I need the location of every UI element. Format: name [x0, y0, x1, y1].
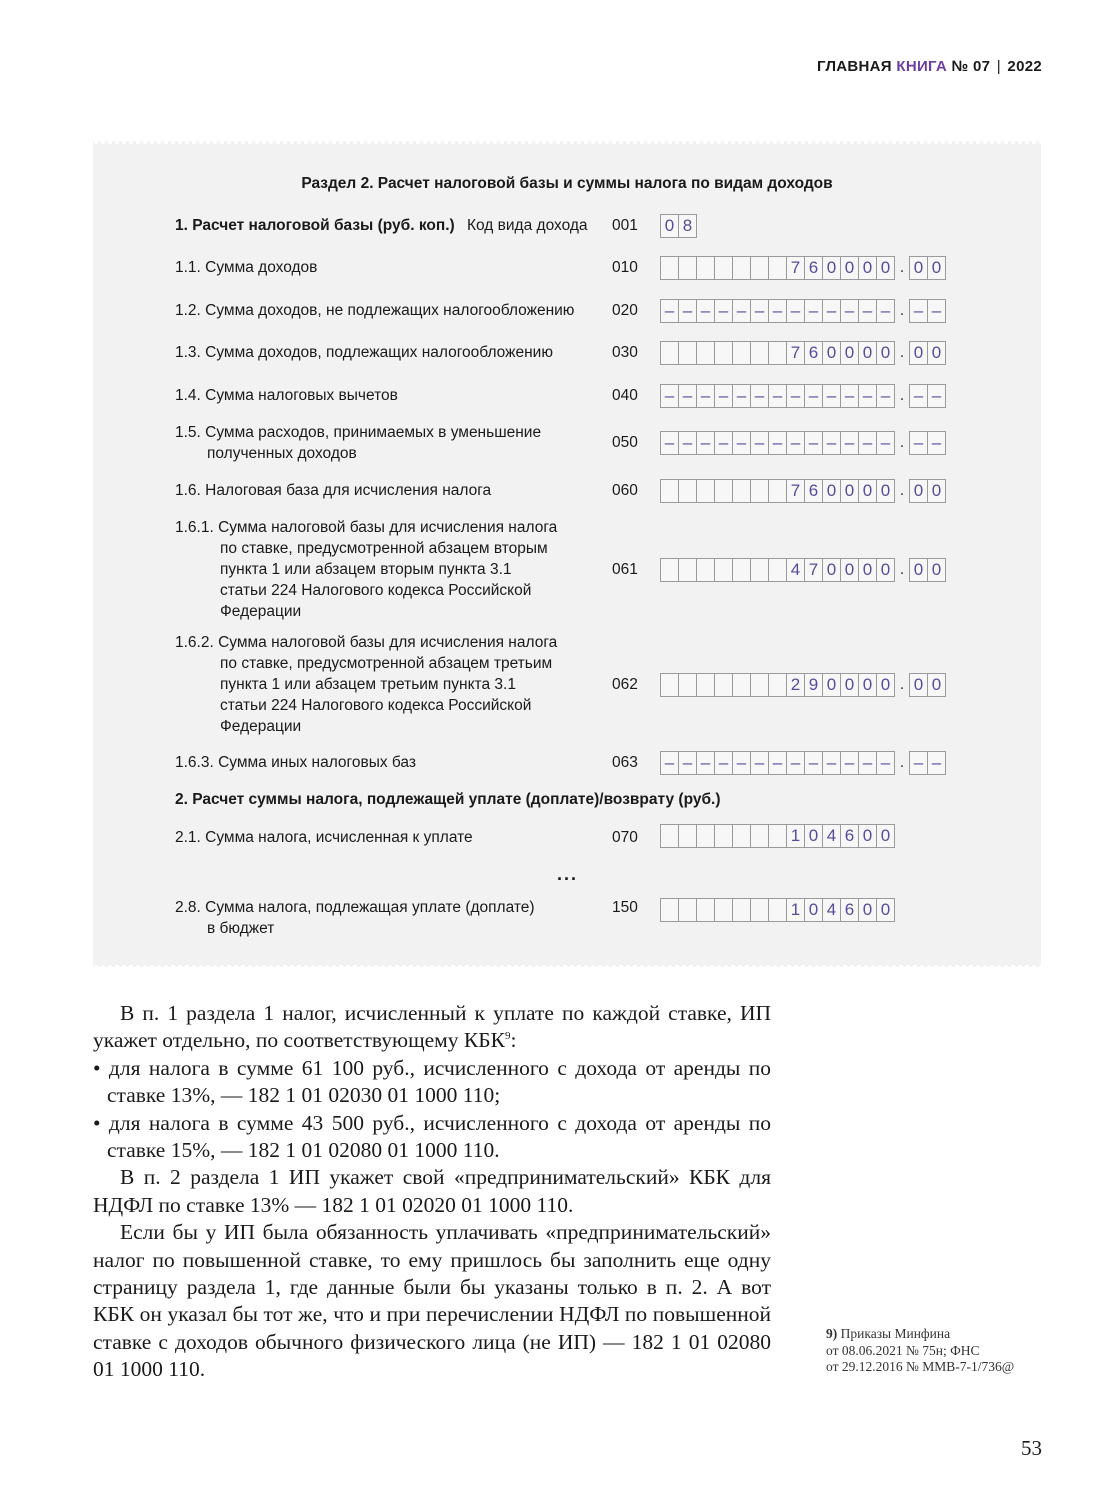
- digit-cell: –: [660, 431, 678, 455]
- digit-cell: –: [768, 751, 786, 775]
- digit-cell: –: [822, 751, 840, 775]
- digit-cell: [714, 673, 732, 697]
- header-title: ГЛАВНАЯ: [817, 58, 892, 75]
- digit-cell: –: [714, 384, 732, 408]
- digit-cell: [714, 256, 732, 280]
- line-code: 062: [612, 676, 638, 693]
- cell-group: [660, 898, 895, 922]
- cell-group: [660, 214, 697, 238]
- digit-cell: [714, 898, 732, 922]
- digit-cell: 0: [876, 341, 895, 365]
- digit-cell: –: [804, 299, 822, 323]
- digit-cell: 0: [909, 341, 927, 365]
- digit-cell: [732, 479, 750, 503]
- omitted-lines: ...: [557, 864, 579, 884]
- decimal-point: .: [899, 754, 905, 771]
- decimal-point: .: [899, 344, 905, 361]
- digit-cell: [678, 479, 696, 503]
- digit-cell: –: [786, 299, 804, 323]
- digit-cell: [714, 558, 732, 582]
- line-label-3: пункта 1 или абзацем третьим пункта 3.1: [220, 676, 516, 693]
- digit-cell: –: [714, 299, 732, 323]
- digit-cell: [768, 824, 786, 848]
- digit-cell: –: [678, 431, 696, 455]
- digit-cell: –: [786, 431, 804, 455]
- digit-cell: –: [804, 751, 822, 775]
- line-code: 020: [612, 302, 638, 319]
- digit-cell: –: [696, 751, 714, 775]
- digit-cell: 0: [858, 479, 876, 503]
- digit-cell: 0: [840, 341, 858, 365]
- digit-cell: [750, 558, 768, 582]
- bullet-item: • для налога в сумме 43 500 руб., исчисленного с дохода от аренды по ставке 15%, — 182 1 01 02080 01 1000 110.: [93, 1110, 771, 1163]
- digit-cell: 0: [660, 214, 678, 238]
- digit-cell: [732, 898, 750, 922]
- footnote-line: от 08.06.2021 № 75н; ФНС: [826, 1342, 980, 1358]
- digit-cell: [696, 558, 714, 582]
- digit-cell: [660, 673, 678, 697]
- decimal-point: .: [899, 387, 905, 404]
- digit-cell: 0: [858, 673, 876, 697]
- header-divider: |: [996, 58, 1001, 75]
- tax-form-excerpt: [93, 141, 1041, 967]
- digit-cell: –: [876, 384, 895, 408]
- line-label-1: 2.8. Сумма налога, подлежащая уплате (доплате): [175, 899, 535, 916]
- digit-cell: 0: [876, 673, 895, 697]
- digit-cell: 0: [927, 673, 946, 697]
- digit-cell: [768, 256, 786, 280]
- digit-cell: –: [696, 384, 714, 408]
- amount-cells: [660, 558, 946, 582]
- digit-cell: [750, 256, 768, 280]
- digit-cell: –: [660, 384, 678, 408]
- digit-cell: 1: [786, 898, 804, 922]
- digit-cell: –: [714, 431, 732, 455]
- decimal-point: .: [899, 676, 905, 693]
- tax-cells: [660, 898, 895, 922]
- footnote-line: от 29.12.2016 № ММВ-7-1/736@: [826, 1359, 1015, 1374]
- form-title: Раздел 2. Расчет налоговой базы и суммы налога по видам доходов: [301, 175, 833, 192]
- amount-cells: [660, 479, 946, 503]
- amount-cells: [660, 299, 946, 323]
- digit-cell: [750, 673, 768, 697]
- line-label-1: 1.6.1. Сумма налоговой базы для исчисления налога: [175, 519, 558, 536]
- kop-cells: [909, 751, 946, 775]
- article-text: [93, 1000, 771, 1384]
- decimal-point: .: [899, 302, 905, 319]
- digit-cell: [732, 341, 750, 365]
- line-label: 2.1. Сумма налога, исчисленная к уплате: [175, 829, 473, 846]
- digit-cell: –: [876, 299, 895, 323]
- line-code: 060: [612, 482, 638, 499]
- digit-cell: 6: [804, 479, 822, 503]
- line-label: 1.1. Сумма доходов: [175, 259, 318, 276]
- digit-cell: 0: [822, 558, 840, 582]
- amount-cells: [660, 341, 946, 365]
- section1-title: 1. Расчет налоговой базы (руб. коп.): [175, 217, 455, 234]
- digit-cell: –: [876, 431, 895, 455]
- decimal-point: .: [899, 259, 905, 276]
- footnote-line: Приказы Минфина: [840, 1326, 951, 1341]
- digit-cell: –: [696, 299, 714, 323]
- line-label-1: 1.6.2. Сумма налоговой базы для исчисления налога: [175, 634, 558, 651]
- kop-cells: [909, 558, 946, 582]
- digit-cell: 0: [876, 256, 895, 280]
- digit-cell: 7: [786, 256, 804, 280]
- digit-cell: [660, 256, 678, 280]
- rub-cells: [660, 558, 895, 582]
- decimal-point: .: [899, 561, 905, 578]
- line-code: 070: [612, 829, 638, 846]
- amount-cells: [660, 431, 946, 455]
- digit-cell: [660, 341, 678, 365]
- digit-cell: [768, 558, 786, 582]
- line-code: 030: [612, 344, 638, 361]
- digit-cell: [660, 558, 678, 582]
- digit-cell: –: [714, 751, 732, 775]
- digit-cell: 0: [876, 479, 895, 503]
- digit-cell: 0: [822, 341, 840, 365]
- digit-cell: 0: [876, 558, 895, 582]
- digit-cell: [660, 898, 678, 922]
- digit-cell: –: [732, 431, 750, 455]
- line-label-2: полученных доходов: [207, 445, 357, 462]
- digit-cell: [768, 673, 786, 697]
- page-number: 53: [1021, 1436, 1042, 1460]
- line-code: 001: [612, 217, 638, 234]
- digit-cell: [660, 824, 678, 848]
- digit-cell: –: [750, 751, 768, 775]
- digit-cell: 0: [858, 341, 876, 365]
- footnote: [826, 1326, 1056, 1376]
- paragraph: Если бы у ИП была обязанность уплачивать «предпринимательский» налог по повышенной ставке, то ему пришлось бы заполнить еще одну страницу раздела 1, где данные были бы указаны только в п. 2. А вот КБК он указал бы тот же, что и при перечислении НДФЛ по повышенной ставке с доходов обычного физического лица (не ИП) — 182 1 01 02080 01 1000 110.: [93, 1220, 771, 1382]
- digit-cell: –: [909, 299, 927, 323]
- kop-cells: [909, 479, 946, 503]
- footnote-ref: 9: [504, 1030, 511, 1043]
- digit-cell: [714, 824, 732, 848]
- digit-cell: –: [858, 431, 876, 455]
- digit-cell: –: [822, 384, 840, 408]
- digit-cell: –: [804, 431, 822, 455]
- header-year: 2022: [1007, 58, 1042, 75]
- digit-cell: 0: [858, 256, 876, 280]
- digit-cell: –: [858, 384, 876, 408]
- section1-subtitle: Код вида дохода: [467, 217, 588, 234]
- digit-cell: 0: [804, 824, 822, 848]
- amount-cells: [660, 384, 946, 408]
- digit-cell: –: [840, 384, 858, 408]
- digit-cell: 4: [822, 824, 840, 848]
- digit-cell: [696, 673, 714, 697]
- rub-cells: [660, 479, 895, 503]
- digit-cell: –: [858, 299, 876, 323]
- line-code: 050: [612, 434, 638, 451]
- digit-cell: –: [750, 384, 768, 408]
- digit-cell: [678, 898, 696, 922]
- digit-cell: –: [909, 384, 927, 408]
- paragraph: [93, 1000, 771, 1055]
- line-code: 061: [612, 561, 638, 578]
- footnote-marker: 9): [826, 1326, 838, 1341]
- digit-cell: [678, 673, 696, 697]
- paragraph: В п. 2 раздела 1 ИП укажет свой «предпринимательский» КБК для НДФЛ по ставке 13% — 182 1 01 02020 01 1000 110.: [93, 1165, 771, 1217]
- amount-cells: [660, 256, 946, 280]
- header-issue: № 07: [951, 58, 991, 75]
- digit-cell: [768, 341, 786, 365]
- line-label-5: Федерации: [220, 603, 302, 620]
- digit-cell: 0: [858, 898, 876, 922]
- digit-cell: 6: [804, 341, 822, 365]
- rub-cells: [660, 341, 895, 365]
- digit-cell: [678, 558, 696, 582]
- line-label: [175, 517, 557, 622]
- digit-cell: 6: [804, 256, 822, 280]
- digit-cell: [696, 479, 714, 503]
- digit-cell: [660, 479, 678, 503]
- digit-cell: –: [909, 431, 927, 455]
- digit-cell: [714, 341, 732, 365]
- line-label: 1.2. Сумма доходов, не подлежащих налогообложению: [175, 302, 575, 319]
- digit-cell: –: [678, 751, 696, 775]
- digit-cell: –: [840, 431, 858, 455]
- digit-cell: 4: [822, 898, 840, 922]
- line-label-4: статьи 224 Налогового кодекса Российской: [220, 582, 532, 599]
- line-code: 063: [612, 754, 638, 771]
- kop-cells: [909, 673, 946, 697]
- line-label-4: статьи 224 Налогового кодекса Российской: [220, 697, 532, 714]
- magazine-header: [817, 58, 1042, 75]
- line-label-3: пункта 1 или абзацем вторым пункта 3.1: [220, 561, 512, 578]
- digit-cell: 2: [786, 673, 804, 697]
- digit-cell: 4: [786, 558, 804, 582]
- amount-cells: [660, 751, 946, 775]
- digit-cell: [750, 824, 768, 848]
- line-label-1: 1.5. Сумма расходов, принимаемых в уменьшение: [175, 424, 542, 441]
- rub-cells: [660, 431, 895, 455]
- digit-cell: 0: [822, 479, 840, 503]
- line-code: 040: [612, 387, 638, 404]
- digit-cell: –: [660, 299, 678, 323]
- income-type-cells: [660, 214, 697, 238]
- digit-cell: [678, 256, 696, 280]
- digit-cell: [732, 256, 750, 280]
- cell-group: [660, 824, 895, 848]
- line-label: 1.6.3. Сумма иных налоговых баз: [175, 754, 416, 771]
- kop-cells: [909, 384, 946, 408]
- digit-cell: –: [732, 751, 750, 775]
- digit-cell: –: [822, 299, 840, 323]
- tax-cells: [660, 824, 895, 848]
- digit-cell: 0: [909, 673, 927, 697]
- rub-cells: [660, 299, 895, 323]
- line-label-5: Федерации: [220, 718, 302, 735]
- paragraph-text: В п. 1 раздела 1 налог, исчисленный к уплате по каждой ставке, ИП укажет отдельно, по соответствующему КБК: [93, 1001, 771, 1053]
- digit-cell: [696, 824, 714, 848]
- digit-cell: [732, 673, 750, 697]
- decimal-point: .: [899, 482, 905, 499]
- digit-cell: 6: [840, 898, 858, 922]
- digit-cell: [768, 479, 786, 503]
- kop-cells: [909, 256, 946, 280]
- digit-cell: 7: [804, 558, 822, 582]
- line-label: [175, 632, 557, 737]
- digit-cell: –: [840, 751, 858, 775]
- digit-cell: –: [786, 384, 804, 408]
- digit-cell: [696, 256, 714, 280]
- bullet-item: • для налога в сумме 61 100 руб., исчисленного с дохода от аренды по ставке 13%, — 182 1 01 02030 01 1000 110;: [93, 1055, 771, 1108]
- digit-cell: –: [804, 384, 822, 408]
- rub-cells: [660, 751, 895, 775]
- digit-cell: 8: [678, 214, 697, 238]
- digit-cell: –: [927, 751, 946, 775]
- rub-cells: [660, 384, 895, 408]
- kop-cells: [909, 341, 946, 365]
- digit-cell: –: [696, 431, 714, 455]
- digit-cell: 0: [927, 479, 946, 503]
- digit-cell: 0: [909, 256, 927, 280]
- kop-cells: [909, 299, 946, 323]
- digit-cell: [696, 898, 714, 922]
- digit-cell: –: [927, 431, 946, 455]
- digit-cell: 0: [840, 558, 858, 582]
- digit-cell: –: [660, 751, 678, 775]
- digit-cell: 6: [840, 824, 858, 848]
- digit-cell: [768, 898, 786, 922]
- digit-cell: 0: [927, 341, 946, 365]
- amount-cells: [660, 673, 946, 697]
- digit-cell: 0: [876, 898, 895, 922]
- digit-cell: [678, 824, 696, 848]
- digit-cell: 9: [804, 673, 822, 697]
- digit-cell: –: [840, 299, 858, 323]
- header-title-accent: КНИГА: [896, 58, 948, 75]
- rub-cells: [660, 673, 895, 697]
- decimal-point: .: [899, 434, 905, 451]
- digit-cell: –: [768, 431, 786, 455]
- digit-cell: –: [909, 751, 927, 775]
- digit-cell: –: [927, 384, 946, 408]
- digit-cell: 0: [909, 479, 927, 503]
- line-label: 1.6. Налоговая база для исчисления налога: [175, 482, 492, 499]
- digit-cell: 7: [786, 341, 804, 365]
- digit-cell: [750, 479, 768, 503]
- digit-cell: [714, 479, 732, 503]
- digit-cell: 0: [840, 673, 858, 697]
- digit-cell: 0: [927, 256, 946, 280]
- digit-cell: 0: [822, 256, 840, 280]
- digit-cell: –: [768, 384, 786, 408]
- digit-cell: 0: [927, 558, 946, 582]
- digit-cell: [696, 341, 714, 365]
- digit-cell: –: [927, 299, 946, 323]
- paragraph-colon: :: [510, 1028, 517, 1053]
- rub-cells: [660, 256, 895, 280]
- digit-cell: –: [786, 751, 804, 775]
- digit-cell: 0: [858, 558, 876, 582]
- digit-cell: 0: [840, 256, 858, 280]
- line-label: [175, 897, 535, 939]
- digit-cell: –: [822, 431, 840, 455]
- digit-cell: [678, 341, 696, 365]
- line-label-2: в бюджет: [207, 920, 275, 937]
- digit-cell: –: [732, 384, 750, 408]
- line-label: [175, 422, 541, 464]
- digit-cell: 7: [786, 479, 804, 503]
- digit-cell: 0: [840, 479, 858, 503]
- digit-cell: –: [678, 384, 696, 408]
- digit-cell: –: [732, 299, 750, 323]
- section2-title: 2. Расчет суммы налога, подлежащей уплате (доплате)/возврату (руб.): [175, 791, 721, 808]
- digit-cell: [750, 341, 768, 365]
- digit-cell: –: [858, 751, 876, 775]
- line-label-2: по ставке, предусмотренной абзацем третьим: [220, 655, 553, 672]
- digit-cell: –: [750, 431, 768, 455]
- line-label: 1.4. Сумма налоговых вычетов: [175, 387, 398, 404]
- digit-cell: –: [876, 751, 895, 775]
- digit-cell: 0: [909, 558, 927, 582]
- line-label: 1.3. Сумма доходов, подлежащих налогообложению: [175, 344, 553, 361]
- digit-cell: –: [678, 299, 696, 323]
- digit-cell: [750, 898, 768, 922]
- digit-cell: –: [768, 299, 786, 323]
- digit-cell: 0: [804, 898, 822, 922]
- digit-cell: 1: [786, 824, 804, 848]
- digit-cell: [732, 824, 750, 848]
- line-code: 010: [612, 259, 638, 276]
- line-label-2: по ставке, предусмотренной абзацем вторым: [220, 540, 548, 557]
- line-code: 150: [612, 899, 638, 916]
- digit-cell: [732, 558, 750, 582]
- digit-cell: 0: [858, 824, 876, 848]
- kop-cells: [909, 431, 946, 455]
- digit-cell: –: [750, 299, 768, 323]
- digit-cell: 0: [822, 673, 840, 697]
- digit-cell: 0: [876, 824, 895, 848]
